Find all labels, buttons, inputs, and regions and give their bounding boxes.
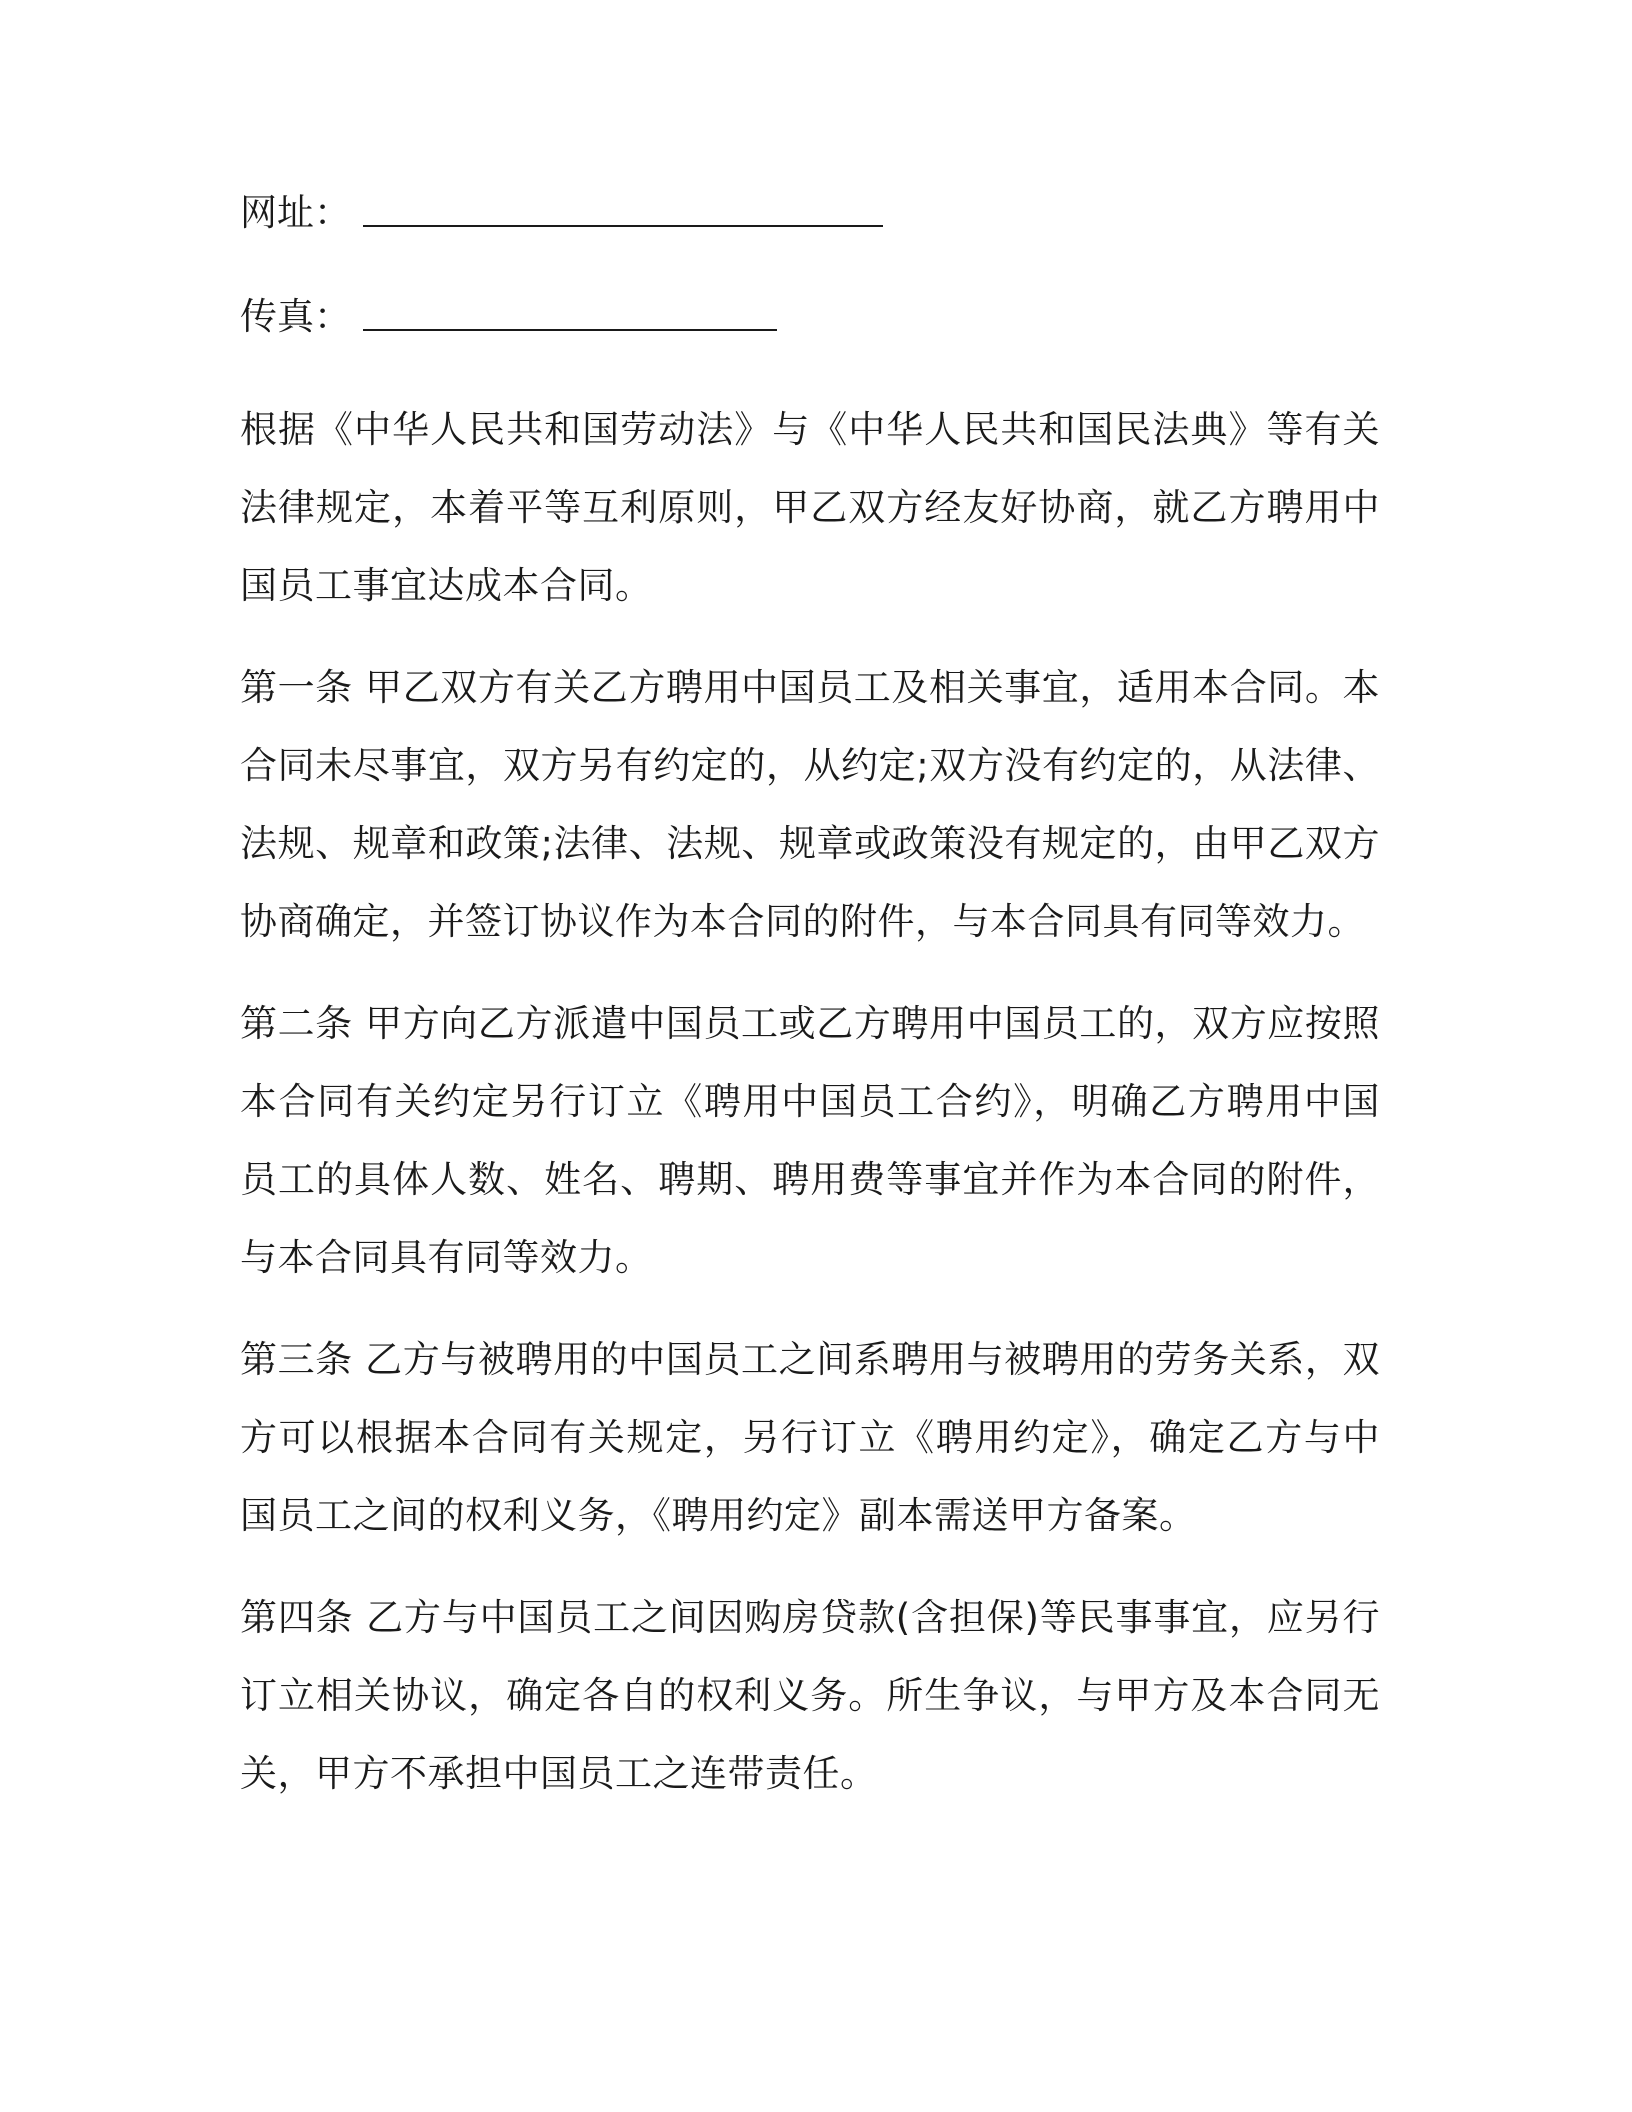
website-field (240, 183, 1380, 243)
article-4-paragraph: 第四条 乙方与中国员工之间因购房贷款(含担保)等民事事宜，应另行订立相关协议，确定各自的权利义务。所生争议，与甲方及本合同无关，甲方不承担中国员工之连带责任。 (240, 1596, 1380, 1795)
article-2-paragraph: 第二条 甲方向乙方派遣中国员工或乙方聘用中国员工的，双方应按照本合同有关约定另行订立《聘用中国员工合约》，明确乙方聘用中国员工的具体人数、姓名、聘期、聘用费等事宜并作为本合同的附件，与本合同具有同等效力。 (240, 1002, 1380, 1279)
article-1-paragraph: 第一条 甲乙双方有关乙方聘用中国员工及相关事宜，适用本合同。本合同未尽事宜，双方另有约定的，从约定;双方没有约定的，从法律、法规、规章和政策;法律、法规、规章或政策没有规定的，由甲乙双方协商确定，并签订协议作为本合同的附件，与本合同具有同等效力。 (240, 666, 1380, 943)
fax-field (240, 287, 1380, 347)
preamble-paragraph: 根据《中华人民共和国劳动法》与《中华人民共和国民法典》等有关法律规定，本着平等互利原则，甲乙双方经友好协商，就乙方聘用中国员工事宜达成本合同。 (240, 408, 1380, 607)
article-3-paragraph: 第三条 乙方与被聘用的中国员工之间系聘用与被聘用的劳务关系，双方可以根据本合同有关规定，另行订立《聘用约定》，确定乙方与中国员工之间的权利义务，《聘用约定》副本需送甲方备案。 (240, 1338, 1380, 1537)
website-blank-line (363, 183, 883, 243)
document-body (240, 183, 1380, 1837)
fax-blank-line (363, 287, 777, 347)
fax-label: 传真： (240, 295, 351, 338)
website-label: 网址： (240, 191, 351, 234)
